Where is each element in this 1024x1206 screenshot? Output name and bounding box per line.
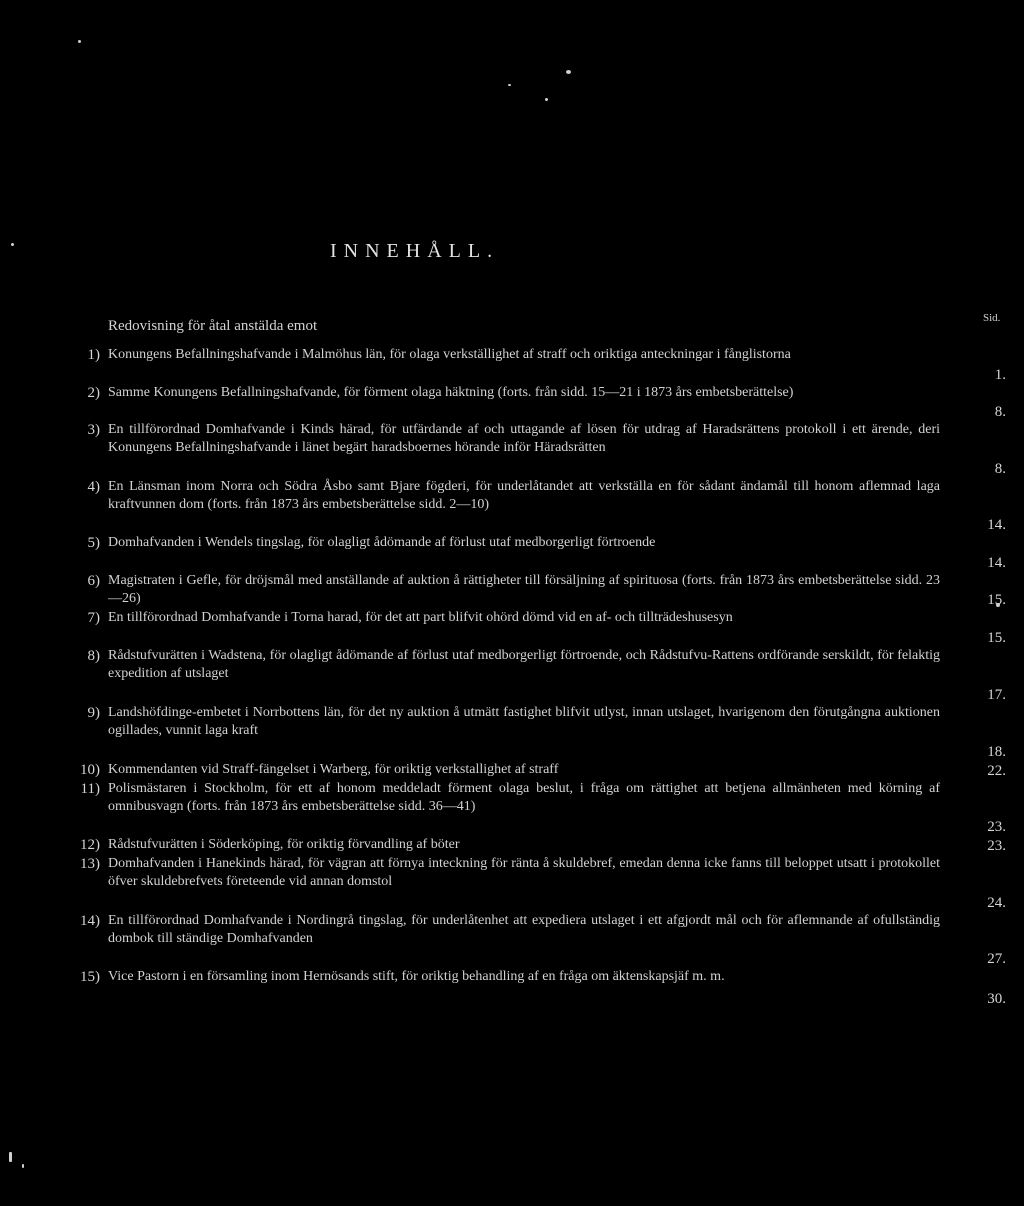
entry-page: 14.: [987, 517, 1006, 533]
scan-speck: [11, 243, 14, 246]
entry-number: 11): [80, 781, 100, 797]
entry-text: Kommendanten vid Straff-fängelset i Warberg, för oriktig verkstallighet af straff: [108, 762, 559, 777]
entry-page: 1.: [994, 367, 1006, 383]
entry-number: 5): [87, 535, 100, 551]
entry-number: 1): [87, 347, 100, 363]
entry-page: 8.: [994, 404, 1006, 420]
contents-list: [60, 346, 1010, 1008]
entry-text: En tillförordnad Domhafvande i Torna harad, för det att part blifvit ohörd dömd vid en af- och tillträdeshusesyn: [108, 610, 733, 625]
document-title: INNEHÅLL.: [330, 240, 500, 262]
contents-entry: [60, 836, 1010, 855]
entry-text: Rådstufvurätten i Wadstena, för olagligt ådömande af förlust utaf medborgerligt förtroende, och Rådstufvu-Rattens ordförande serskildt, för felaktig expedition af utslaget: [108, 648, 940, 681]
entry-text: En tillförordnad Domhafvande i Kinds härad, för utfärdande af och uttagande af lösen för utdrag af Haradsrättens protokoll i ett ärende, deri Konungens Befallningshafvande i länet begärt haradsboernes hörande inför Häradsrätten: [108, 422, 940, 455]
entry-number: 9): [87, 705, 100, 721]
entry-text: Magistraten i Gefle, för dröjsmål med anställande af auktion å rättigheter till försäljning af spirituosa (forts. från 1873 års embetsberättelse sidd. 23—26): [108, 573, 940, 606]
entry-number: 12): [80, 837, 100, 853]
scan-speck: [22, 1164, 24, 1168]
entry-number: 3): [87, 422, 100, 438]
entry-text: Landshöfdinge-embetet i Norrbottens län, för det ny auktion å utmätt fastighet blifvit utlyst, innan utslaget, hvarigenom den förutgångna auktionen ogillades, vunnit laga kraft: [108, 705, 940, 738]
entry-number: 10): [80, 762, 100, 778]
entry-number: 7): [87, 610, 100, 626]
scan-speck: [545, 98, 548, 101]
entry-page: 14.: [987, 555, 1006, 571]
contents-entry: [60, 384, 1010, 421]
entry-text: Vice Pastorn i en församling inom Hernösands stift, för oriktig behandling af en fråga om äktenskapsjäf m. m.: [108, 969, 725, 984]
entry-number: 8): [87, 648, 100, 664]
entry-text: Konungens Befallningshafvande i Malmöhus län, för olaga verkställighet af straff och oriktiga anteckningar i fånglistorna: [108, 347, 791, 362]
entry-page: 18.: [987, 744, 1006, 760]
entry-text: En Länsman inom Norra och Södra Åsbo samt Bjare fögderi, för underlåtandet att verkställa en för sådant ändamål till honom aflemnad laga kraftvunnen dom (forts. från 1873 års embetsberättelse sidd. 2—10): [108, 479, 940, 512]
contents-entry: [60, 968, 1010, 1008]
entry-number: 15): [80, 969, 100, 985]
contents-entry: [60, 534, 1010, 572]
entry-page: 8.: [994, 461, 1006, 477]
page-column-header: Sid.: [983, 312, 1001, 324]
scan-speck: [78, 40, 81, 43]
entry-text: Domhafvanden i Wendels tingslag, för olagligt ådömande af förlust utaf medborgerligt förtroende: [108, 535, 656, 550]
entry-page: 15.: [987, 630, 1006, 646]
entry-page: 24.: [987, 895, 1006, 911]
intro-line: Redovisning för åtal anstälda emot: [108, 318, 318, 334]
entry-text: En tillförordnad Domhafvande i Nordingrå tingslag, för underlåtenhet att expediera utslaget i ett afgjordt mål och för aflemnande af ofullständig dombok till ständige Domhafvanden: [108, 913, 940, 946]
contents-entry: [60, 421, 1010, 478]
contents-entry: [60, 346, 1010, 384]
entry-page: 17.: [987, 687, 1006, 703]
entry-page: 23.: [987, 838, 1006, 854]
entry-number: 14): [80, 913, 100, 929]
entry-text: Samme Konungens Befallningshafvande, för förment olaga häktning (forts. från sidd. 15—21 i 1873 års embetsberättelse): [108, 385, 794, 400]
entry-page: 22.: [987, 763, 1006, 779]
entry-text: Domhafvanden i Hanekinds härad, för vägran att förnya inteckning för ränta å skuldebref, emedan denna icke fanns till beloppet utsatt i protokollet öfver skuldebrefvets företeende vid annan domstol: [108, 856, 940, 889]
entry-page: 30.: [987, 991, 1006, 1007]
contents-entry: [60, 912, 1010, 968]
contents-entry: [60, 572, 1010, 609]
entry-page: 23.: [987, 819, 1006, 835]
entry-number: 4): [87, 479, 100, 495]
entry-page: 27.: [987, 951, 1006, 967]
contents-entry: [60, 855, 1010, 912]
entry-page: 15.: [987, 592, 1006, 608]
entry-number: 13): [80, 856, 100, 872]
entry-number: 2): [87, 385, 100, 401]
contents-entry: [60, 478, 1010, 534]
contents-entry: [60, 780, 1010, 836]
scan-speck: [508, 84, 511, 86]
scan-speck: [566, 70, 571, 74]
scan-speck: [9, 1152, 12, 1162]
contents-entry: [60, 647, 1010, 704]
contents-entry: [60, 761, 1010, 780]
entry-text: Polismästaren i Stockholm, för ett af honom meddeladt förment olaga beslut, i fråga om rättighet att betjena allmänheten med körning af omnibusvagn (forts. från 1873 års embetsberättelse sidd. 36—41): [108, 781, 940, 814]
contents-entry: [60, 704, 1010, 761]
contents-entry: [60, 609, 1010, 647]
entry-number: 6): [87, 573, 100, 589]
entry-text: Rådstufvurätten i Söderköping, för oriktig förvandling af böter: [108, 837, 460, 852]
